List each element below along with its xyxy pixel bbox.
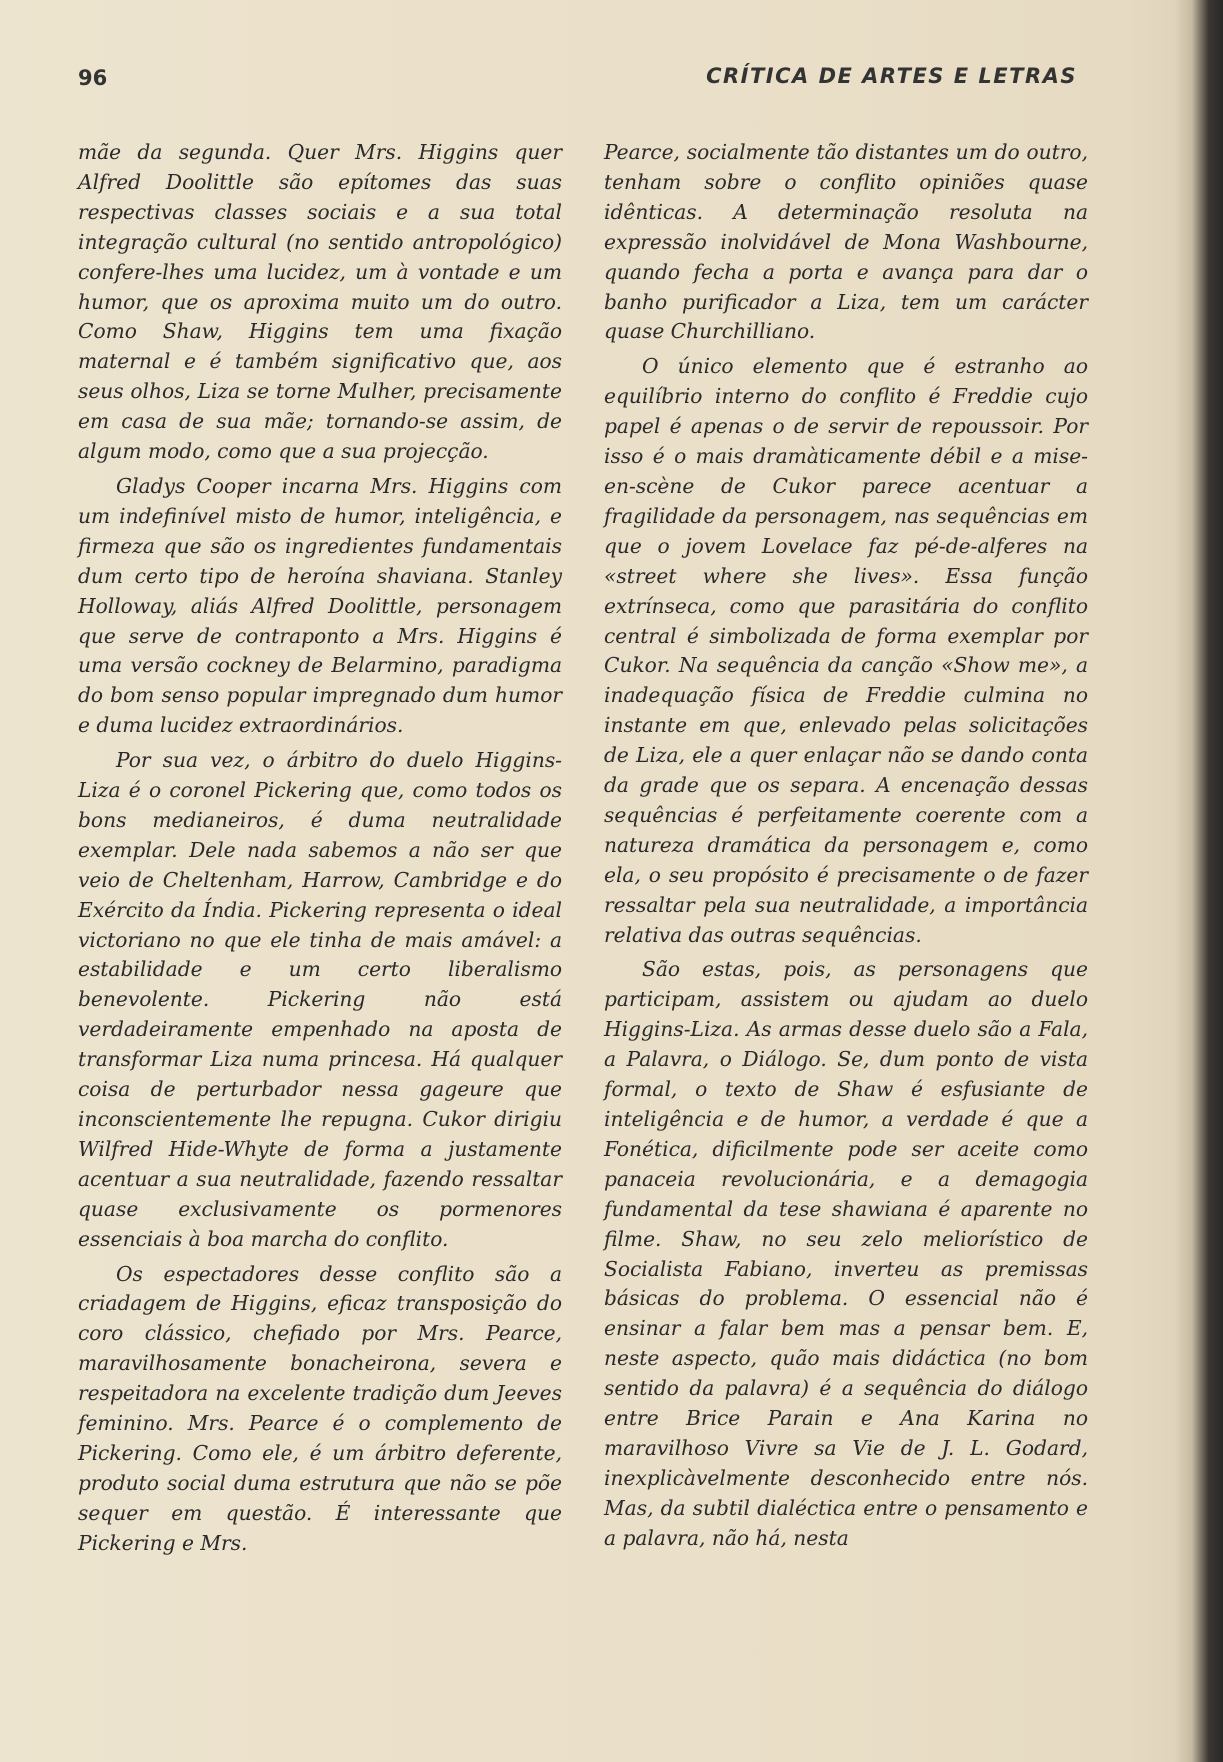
paragraph: mãe da segunda. Quer Mrs. Higgins quer Alfred Doolittle são epítomes das suas respectivas classes sociais e a sua total integração cultural (no sentido antropológico) confere-lhes uma lucidez, um à vontade e um humor, que os aproxima muito um do outro. Como Shaw, Higgins tem uma fixação maternal e é também significativo que, aos seus olhos, Liza se torne Mulher, precisamente em casa de sua mãe; tornando-se assim, de algum modo, como que a sua projecção.	[78, 140, 562, 464]
book-spine-shadow	[1175, 0, 1223, 1762]
running-head: CRÍTICA DE ARTES E LETRAS	[706, 64, 1077, 88]
paragraph: Os espectadores desse conflito são a criadagem de Higgins, eficaz transposição do coro clássico, chefiado por Mrs. Pearce, maravilhosamente bonacheirona, severa e respeitadora na excelente tradição dum Jeeves feminino. Mrs. Pearce é o complemento de Pickering. Como ele, é um árbitro deferente, produto social duma estrutura que não se põe sequer em questão. É interessante que Pickering e Mrs.	[78, 1261, 562, 1555]
page-number: 96	[78, 66, 108, 90]
paragraph: O único elemento que é estranho ao equilíbrio interno do conflito é Freddie cujo papel é apenas o de servir de repoussoir. Por isso é o mais dramàticamente débil e a mise-en-scène de Cukor parece acentuar a fragilidade da personagem, nas sequências em que o jovem Lovelace faz pé-de-alferes na «street where she lives». Essa função extrínseca, como que parasitária do conflito central é simbolizada de forma exemplar por Cukor. Na sequência da canção «Show me», a inadequação física de Freddie culmina no instante em que, enlevado pelas solicitações de Liza, ele a quer enlaçar não se dando conta da grade que os separa. A encenação dessas sequências é perfeitamente coerente com a natureza dramática da personagem e, como ela, o seu propósito é precisamente o de fazer ressaltar pela sua neutralidade, a importância relativa das outras sequências.	[604, 354, 1088, 947]
paragraph: Pearce, socialmente tão distantes um do outro, tenham sobre o conflito opiniões quase idênticas. A determinação resoluta na expressão inolvidável de Mona Washbourne, quando fecha a porta e avança para dar o banho purificador a Liza, tem um carácter quase Churchilliano.	[604, 140, 1088, 344]
paragraph: Gladys Cooper incarna Mrs. Higgins com um indefinível misto de humor, inteligência, e firmeza que são os ingredientes fundamentais dum certo tipo de heroína shaviana. Stanley Holloway, aliás Alfred Doolittle, personagem que serve de contraponto a Mrs. Higgins é uma versão cockney de Belarmino, paradigma do bom senso popular impregnado dum humor e duma lucidez extraordinários.	[78, 473, 562, 738]
paragraph: São estas, pois, as personagens que participam, assistem ou ajudam ao duelo Higgins-Liza. As armas desse duelo são a Fala, a Palavra, o Diálogo. Se, dum ponto de vista formal, o texto de Shaw é esfusiante de inteligência e de humor, a verdade é que a Fonética, dificilmente pode ser aceite como panaceia revolucionária, e a demagogia fundamental da tese shawiana é aparente no filme. Shaw, no seu zelo meliorístico de Socialista Fabiano, inverteu as premissas básicas do problema. O essencial não é ensinar a falar bem mas a pensar bem. E, neste aspecto, quão mais didáctica (no bom sentido da palavra) é a sequência do diálogo entre Brice Parain e Ana Karina no maravilhoso Vivre sa Vie de J. L. Godard, inexplicàvelmente desconhecido entre nós. Mas, da subtil dialéctica entre o pensamento e a palavra, não há, nesta	[604, 957, 1088, 1550]
paragraph: Por sua vez, o árbitro do duelo Higgins-Liza é o coronel Pickering que, como todos os bons medianeiros, é duma neutralidade exemplar. Dele nada sabemos a não ser que veio de Cheltenham, Harrow, Cambridge e do Exército da Índia. Pickering representa o ideal victoriano no que ele tinha de mais amável: a estabilidade e um certo liberalismo benevolente. Pickering não está verdadeiramente empenhado na aposta de transformar Liza numa princesa. Há qualquer coisa de perturbador nessa gageure que inconscientemente lhe repugna. Cukor dirigiu Wilfred Hide-Whyte de forma a justamente acentuar a sua neutralidade, fazendo ressaltar quase exclusivamente os pormenores essenciais à boa marcha do conflito.	[78, 748, 562, 1251]
left-column	[78, 138, 562, 1564]
right-column	[604, 138, 1088, 1559]
